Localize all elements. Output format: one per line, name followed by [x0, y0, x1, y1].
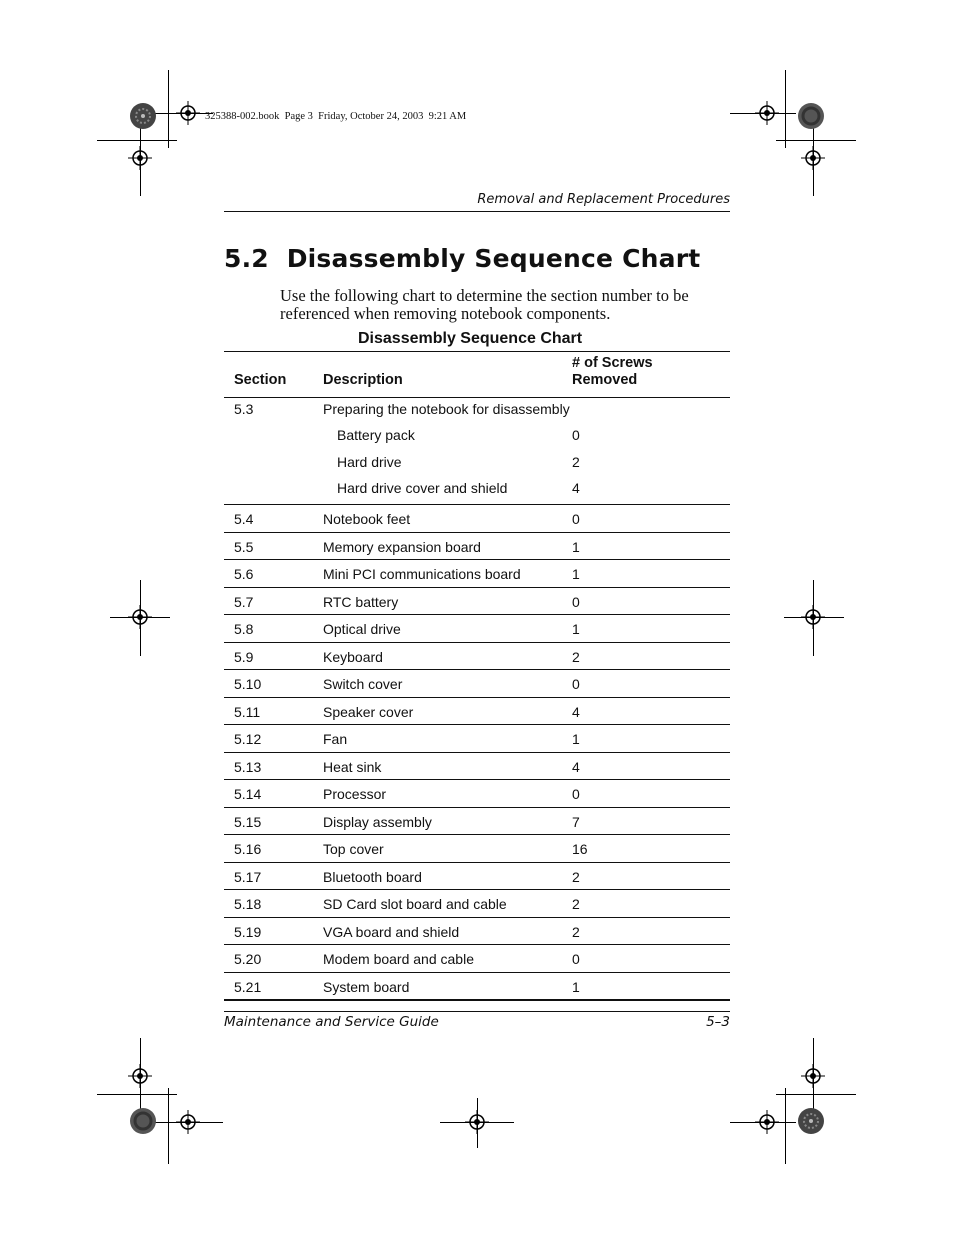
table-row [224, 533, 730, 561]
row-section: 5.7 [234, 593, 254, 610]
row-screws: 4 [572, 758, 580, 775]
row-section: 5.20 [234, 951, 262, 967]
registration-target-icon [128, 605, 152, 629]
table-row [224, 863, 730, 891]
table-row [224, 918, 730, 946]
row-description: Fan [323, 731, 348, 747]
row-section: 5.19 [234, 923, 262, 940]
intro-paragraph: Use the following chart to determine the section number to be referenced when removing notebook components. [280, 286, 689, 323]
row-description: SD Card slot board and cable [323, 896, 507, 912]
table-body [224, 505, 730, 1001]
row-description: Optical drive [323, 621, 401, 637]
row-screws: 0 [572, 951, 580, 967]
row-description: Display assembly [323, 813, 432, 830]
row-section: 5.15 [234, 813, 262, 830]
table-row [224, 643, 730, 671]
group-item-description: Hard drive cover and shield [337, 480, 508, 496]
row-description: Memory expansion board [323, 538, 481, 555]
row-screws: 1 [572, 566, 580, 582]
row-screws: 7 [572, 813, 580, 830]
row-description: Notebook feet [323, 511, 411, 527]
row-screws: 2 [572, 648, 580, 665]
row-screws: 2 [572, 923, 580, 940]
book-info-slug: 325388-002.book Page 3 Friday, October 24, 2003 9:21 AM [205, 111, 467, 122]
table-row [224, 780, 730, 808]
row-section: 5.4 [234, 511, 254, 527]
table-row [224, 670, 730, 698]
registration-target-icon [801, 605, 825, 629]
registration-target-icon [176, 1110, 200, 1134]
row-section: 5.16 [234, 841, 262, 857]
row-section: 5.10 [234, 676, 262, 692]
registration-target-icon [801, 1064, 825, 1088]
row-description: RTC battery [323, 593, 399, 610]
row-description: Speaker cover [323, 703, 414, 720]
group-item-screws: 4 [572, 480, 580, 496]
row-description: Top cover [323, 841, 384, 857]
group-item-description: Hard drive [337, 454, 402, 470]
header-screws-line1: # of Screws [572, 355, 653, 371]
page-title: 5.2 Disassembly Sequence Chart [224, 244, 701, 273]
registration-target-icon [128, 146, 152, 170]
table-row [224, 835, 730, 863]
table-row [224, 945, 730, 973]
row-section: 5.12 [234, 731, 262, 747]
row-section: 5.17 [234, 868, 262, 885]
row-description: Mini PCI communications board [323, 566, 521, 582]
row-section: 5.11 [234, 703, 261, 720]
table-row [224, 725, 730, 753]
table-caption: Disassembly Sequence Chart [358, 330, 583, 347]
color-bar-dot-icon [797, 1107, 825, 1135]
table-header-row [224, 351, 730, 398]
header-rule [224, 211, 730, 212]
row-screws: 0 [572, 593, 580, 610]
row-screws: 4 [572, 703, 580, 720]
row-description: System board [323, 978, 410, 995]
row-description: VGA board and shield [323, 923, 460, 940]
footer-title: Maintenance and Service Guide [224, 1014, 439, 1030]
row-screws: 1 [572, 978, 580, 995]
table-row [224, 698, 730, 726]
table-row [224, 890, 730, 918]
table-row [224, 808, 730, 836]
color-bar-dot-icon [797, 102, 825, 130]
registration-target-icon [755, 1110, 779, 1134]
row-description: Heat sink [323, 758, 382, 775]
row-screws: 1 [572, 731, 580, 747]
row-section: 5.8 [234, 621, 254, 637]
footer-rule [224, 1011, 730, 1012]
row-section: 5.21 [234, 978, 262, 995]
group-description: Preparing the notebook for disassembly [323, 401, 570, 417]
registration-target-icon [801, 146, 825, 170]
row-section: 5.6 [234, 566, 254, 582]
disassembly-table [224, 351, 730, 1001]
row-screws: 0 [572, 786, 580, 802]
group-item-screws: 2 [572, 454, 580, 470]
group-item-screws: 0 [572, 427, 580, 443]
color-bar-dot-icon [129, 102, 157, 130]
table-row [224, 973, 730, 1002]
row-screws: 1 [572, 621, 580, 637]
row-section: 5.13 [234, 758, 262, 775]
row-section: 5.18 [234, 896, 262, 912]
header-screws-line2: Removed [572, 372, 638, 388]
row-screws: 2 [572, 896, 580, 912]
running-header: Removal and Replacement Procedures [477, 192, 730, 207]
row-description: Bluetooth board [323, 868, 422, 885]
registration-target-icon [176, 101, 200, 125]
row-section: 5.5 [234, 538, 254, 555]
row-description: Processor [323, 786, 387, 802]
row-screws: 0 [572, 676, 580, 692]
row-screws: 2 [572, 868, 580, 885]
registration-target-icon [465, 1110, 489, 1134]
header-description: Description [323, 372, 403, 388]
row-screws: 16 [572, 841, 588, 857]
page-number: 5–3 [706, 1014, 730, 1030]
group-item-description: Battery pack [337, 427, 415, 443]
row-section: 5.14 [234, 786, 262, 802]
table-row [224, 753, 730, 781]
row-screws: 1 [572, 538, 580, 555]
registration-target-icon [755, 101, 779, 125]
row-screws: 0 [572, 511, 580, 527]
row-section: 5.9 [234, 648, 254, 665]
row-description: Keyboard [323, 648, 383, 665]
table-row [224, 505, 730, 533]
row-description: Switch cover [323, 676, 403, 692]
registration-target-icon [128, 1064, 152, 1088]
color-bar-dot-icon [129, 1107, 157, 1135]
table-row [224, 560, 730, 588]
table-row-group [224, 398, 730, 505]
table-row [224, 588, 730, 616]
group-section: 5.3 [234, 401, 254, 417]
row-description: Modem board and cable [323, 951, 474, 967]
header-section: Section [234, 372, 287, 388]
table-row [224, 615, 730, 643]
